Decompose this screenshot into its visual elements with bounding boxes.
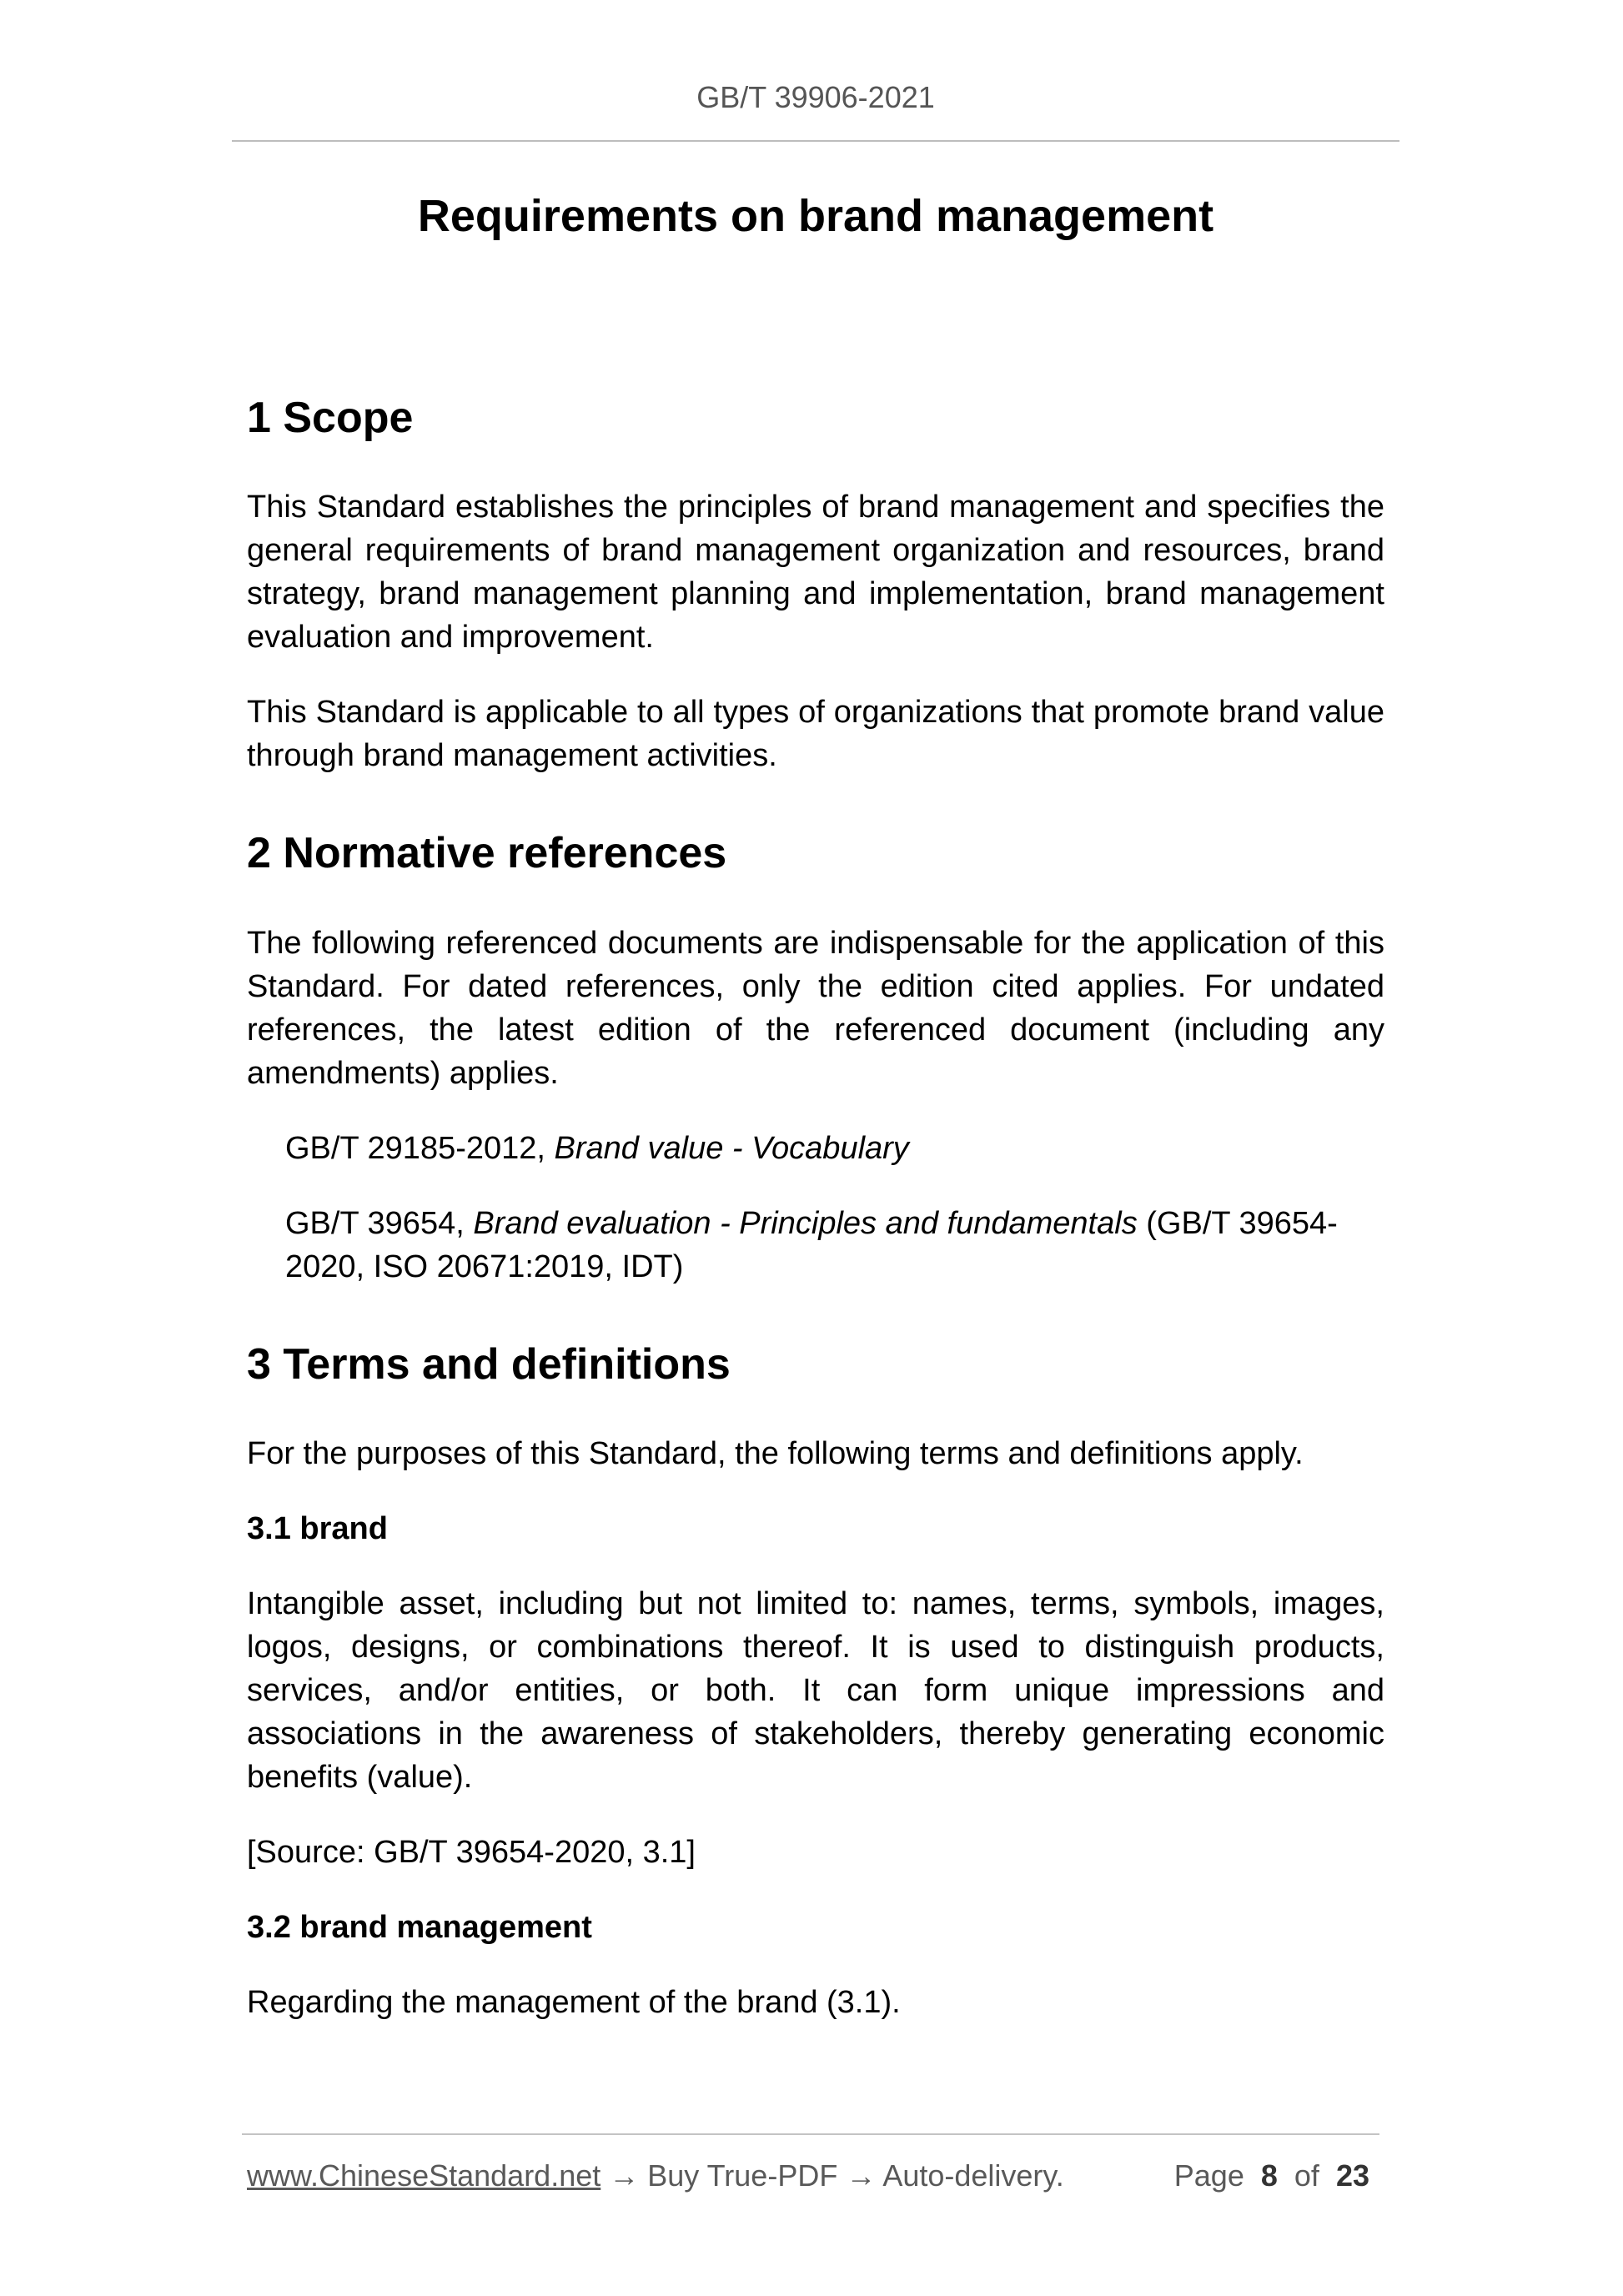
reference-code: GB/T 39654, <box>285 1205 474 1241</box>
normative-paragraph: The following referenced documents are indispensable for the application of this Standard. For dated references, only the edition cited applies. For undated references, the latest edition of the referenced document (including any amendments) applies. <box>247 925 1384 1091</box>
scope-paragraph-2: This Standard is applicable to all types of organizations that promote brand value through brand management activities. <box>247 695 1384 774</box>
footer-promo <box>247 2158 1064 2193</box>
term-heading-brand-management: 3.2 brand management <box>247 1910 592 1946</box>
page-header <box>232 0 1399 142</box>
reference-item <box>247 1202 1384 1289</box>
website-link[interactable]: www.ChineseStandard.net <box>247 2158 601 2193</box>
page-of-label: of <box>1294 2158 1319 2193</box>
reference-suffix: (GB/T 39654-2020, ISO 20671:2019, IDT) <box>285 1205 1338 1284</box>
reference-title: Brand value - Vocabulary <box>554 1130 909 1166</box>
document-body <box>247 392 1384 2024</box>
term-definition-brand-management: Regarding the management of the brand (3.1). <box>247 1985 901 2021</box>
reference-item <box>247 1127 1384 1170</box>
footer-promo-text: → Buy True-PDF → Auto-delivery. <box>600 2158 1064 2193</box>
section-heading-terms-and-definitions: 3 Terms and definitions <box>247 1339 731 1389</box>
scope-paragraph-1: This Standard establishes the principles of brand management and specifies the general requirements of brand management organization and resources, brand strategy, brand management planning and implementation, brand management evaluation and improvement. <box>247 490 1384 656</box>
page-total: 23 <box>1335 2158 1369 2193</box>
reference-title: Brand evaluation - Principles and fundamentals <box>473 1205 1138 1241</box>
reference-code: GB/T 29185-2012, <box>285 1130 555 1166</box>
document-code: GB/T 39906-2021 <box>696 80 935 114</box>
term-heading-brand: 3.1 brand <box>247 1511 388 1547</box>
term-source-brand: [Source: GB/T 39654-2020, 3.1] <box>247 1835 696 1871</box>
page-footer <box>242 2133 1379 2193</box>
page-current: 8 <box>1260 2158 1278 2193</box>
section-heading-normative-references: 2 Normative references <box>247 829 727 878</box>
page-number <box>1174 2158 1369 2193</box>
document-title: Requirements on brand management <box>417 191 1214 241</box>
term-definition-brand: Intangible asset, including but not limited to: names, terms, symbols, images, logos, designs, or combinations thereof. It is used to distinguish products, services, and/or entities, or both. It can form unique impressions and associations in the awareness of stakeholders, thereby generating economic benefits (value). <box>247 1586 1384 1796</box>
section-heading-scope: 1 Scope <box>247 394 414 442</box>
terms-intro-paragraph: For the purposes of this Standard, the following terms and definitions apply. <box>247 1436 1304 1472</box>
page-label: Page <box>1173 2158 1244 2193</box>
